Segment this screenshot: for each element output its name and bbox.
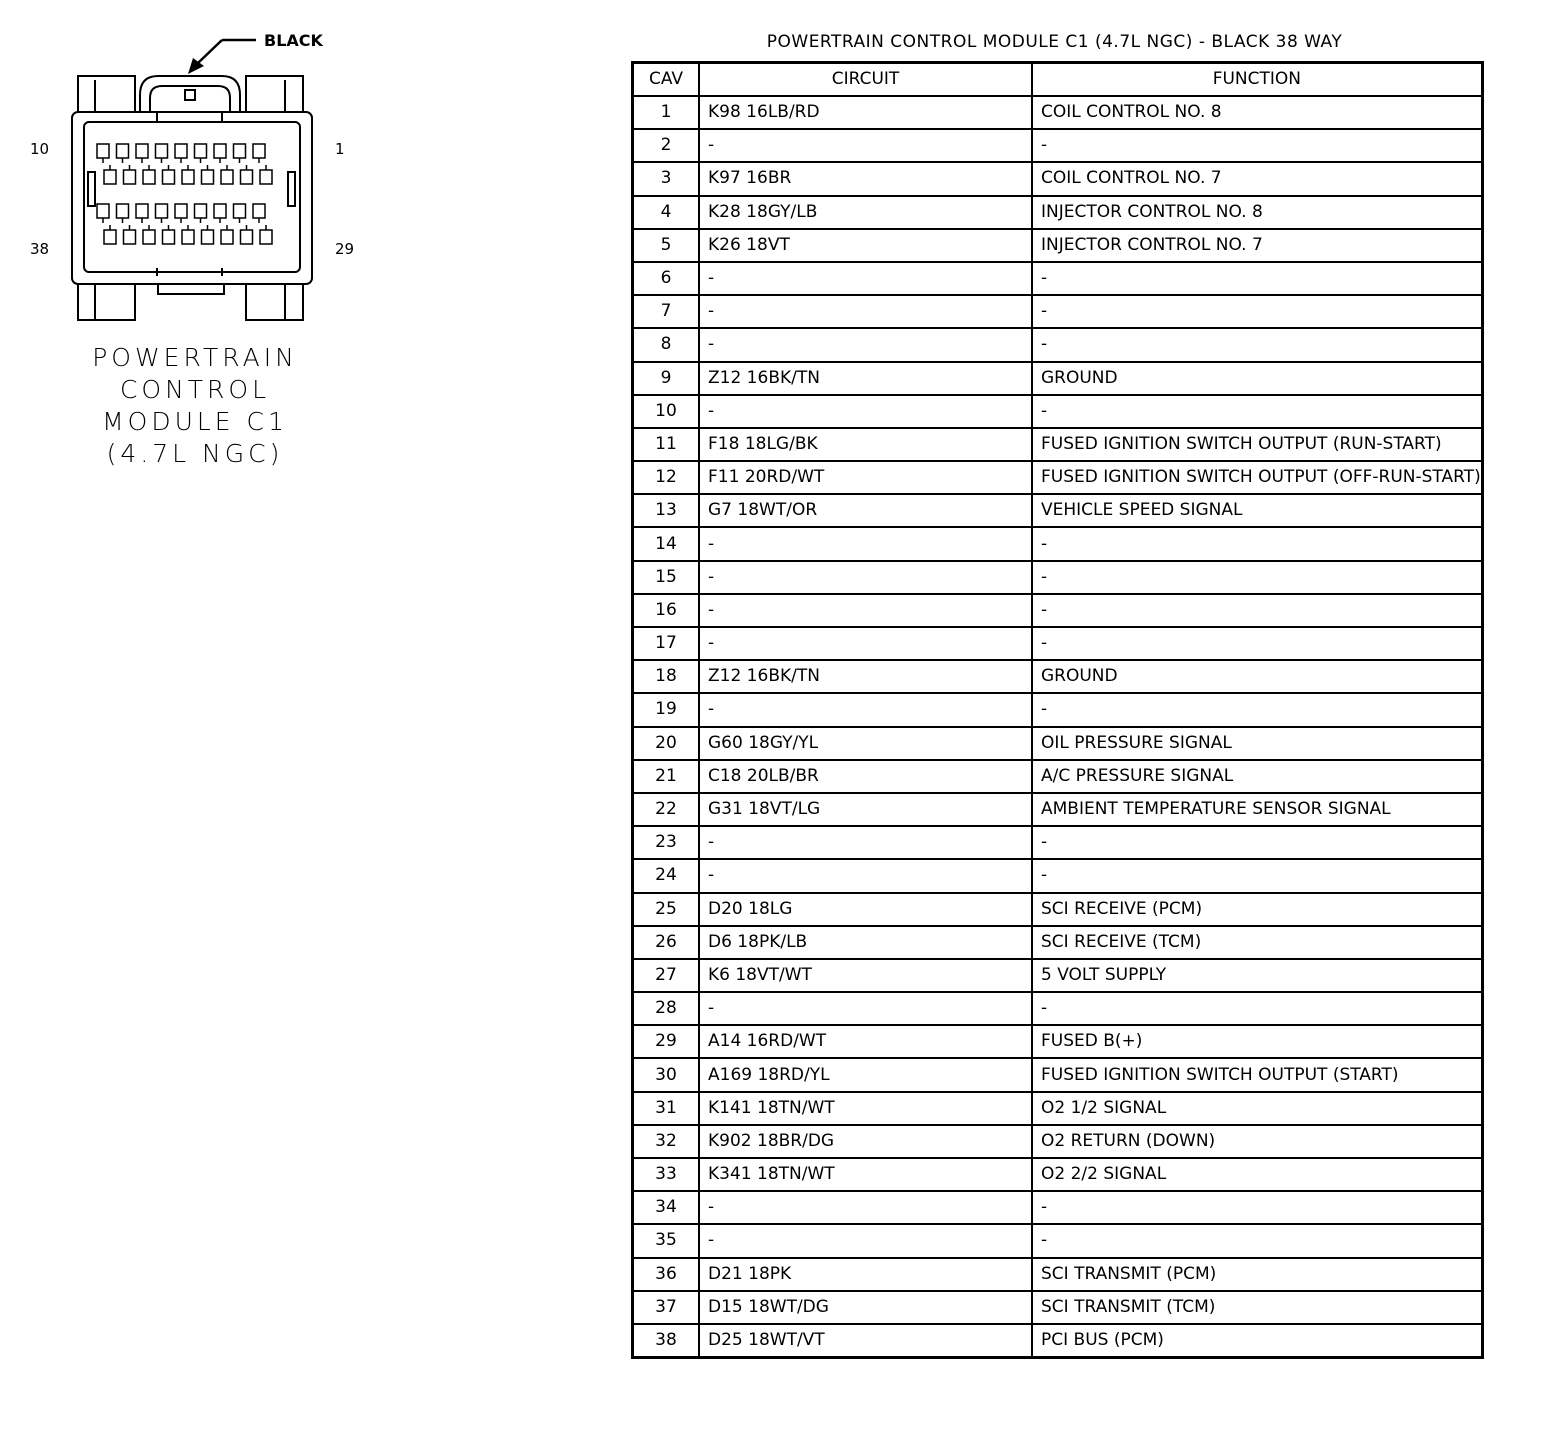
cell-circuit: - (699, 992, 1032, 1025)
cell-function: - (1032, 826, 1482, 859)
cell-function: FUSED IGNITION SWITCH OUTPUT (OFF-RUN-START) (1032, 461, 1482, 494)
cell-function: - (1032, 1224, 1482, 1257)
cell-circuit: - (699, 561, 1032, 594)
caption-line-2: CONTROL (119, 375, 271, 404)
cell-function: FUSED B(+) (1032, 1025, 1482, 1058)
cell-circuit: K97 16BR (699, 162, 1032, 195)
caption-line-4: (4.7L NGC) (106, 439, 284, 468)
cell-circuit: K26 18VT (699, 229, 1032, 262)
cell-cav: 17 (633, 627, 700, 660)
cell-cav: 11 (633, 428, 700, 461)
cell-function: - (1032, 992, 1482, 1025)
pin-cavity (175, 204, 187, 218)
table-row (633, 1258, 1483, 1291)
table-row (633, 229, 1483, 262)
cell-cav: 28 (633, 992, 700, 1025)
cell-circuit: K98 16LB/RD (699, 96, 1032, 129)
pin-cavity (117, 144, 129, 158)
header-function: FUNCTION (1032, 63, 1482, 97)
cell-cav: 5 (633, 229, 700, 262)
table-row (633, 561, 1483, 594)
cell-circuit: F18 18LG/BK (699, 428, 1032, 461)
cell-circuit: - (699, 262, 1032, 295)
pin-cavity (260, 170, 272, 184)
pin-cavity (234, 144, 246, 158)
cell-cav: 22 (633, 793, 700, 826)
cell-cav: 27 (633, 959, 700, 992)
cell-circuit: C18 20LB/BR (699, 760, 1032, 793)
table-title: POWERTRAIN CONTROL MODULE C1 (4.7L NGC) - BLACK 38 WAY (766, 32, 1343, 52)
pin-label-1: 1 (335, 140, 345, 158)
caption-line-1: POWERTRAIN (92, 343, 298, 372)
pin-cavity (182, 170, 194, 184)
cell-function: - (1032, 561, 1482, 594)
table-row (633, 362, 1483, 395)
cell-cav: 32 (633, 1125, 700, 1158)
cell-cav: 19 (633, 693, 700, 726)
cell-cav: 8 (633, 328, 700, 361)
cell-function: GROUND (1032, 660, 1482, 693)
cell-function: GROUND (1032, 362, 1482, 395)
pinout-table (631, 61, 1484, 1359)
pin-cavity (195, 204, 207, 218)
cell-cav: 24 (633, 859, 700, 892)
cell-cav: 30 (633, 1058, 700, 1091)
pin-cavity (156, 204, 168, 218)
table-row (633, 1191, 1483, 1224)
pin-cavity (143, 230, 155, 244)
pin-cavity (124, 170, 136, 184)
table-row (633, 594, 1483, 627)
cell-cav: 7 (633, 295, 700, 328)
cell-cav: 16 (633, 594, 700, 627)
cell-circuit: F11 20RD/WT (699, 461, 1032, 494)
table-row (633, 428, 1483, 461)
cell-function: - (1032, 693, 1482, 726)
pin-cavity (117, 204, 129, 218)
cell-circuit: - (699, 1191, 1032, 1224)
table-row (633, 295, 1483, 328)
pin-cavity (241, 230, 253, 244)
cell-function: VEHICLE SPEED SIGNAL (1032, 494, 1482, 527)
pin-cavity (182, 230, 194, 244)
table-row (633, 461, 1483, 494)
cell-function: INJECTOR CONTROL NO. 8 (1032, 196, 1482, 229)
cell-cav: 31 (633, 1092, 700, 1125)
table-row (633, 1125, 1483, 1158)
table-row (633, 926, 1483, 959)
cell-function: - (1032, 527, 1482, 560)
pin-cavity (221, 230, 233, 244)
cell-function: - (1032, 295, 1482, 328)
cell-function: COIL CONTROL NO. 7 (1032, 162, 1482, 195)
connector-diagram (0, 0, 600, 500)
cell-circuit: K902 18BR/DG (699, 1125, 1032, 1158)
cell-function: O2 1/2 SIGNAL (1032, 1092, 1482, 1125)
pin-cavity (156, 144, 168, 158)
cell-circuit: D25 18WT/VT (699, 1324, 1032, 1358)
cell-circuit: K28 18GY/LB (699, 196, 1032, 229)
table-row (633, 992, 1483, 1025)
table-row (633, 129, 1483, 162)
table-row (633, 1224, 1483, 1257)
cell-cav: 15 (633, 561, 700, 594)
cell-circuit: A169 18RD/YL (699, 1058, 1032, 1091)
pinout-table-body (633, 96, 1483, 1358)
cell-function: SCI TRANSMIT (TCM) (1032, 1291, 1482, 1324)
cell-cav: 25 (633, 893, 700, 926)
table-row (633, 826, 1483, 859)
cell-function: INJECTOR CONTROL NO. 7 (1032, 229, 1482, 262)
cell-circuit: - (699, 395, 1032, 428)
pin-cavity (202, 230, 214, 244)
pin-cavity (175, 144, 187, 158)
connector-face-drawing (0, 0, 600, 340)
header-circuit: CIRCUIT (699, 63, 1032, 97)
pin-cavity-grid (97, 144, 272, 244)
cell-function: O2 RETURN (DOWN) (1032, 1125, 1482, 1158)
cell-function: - (1032, 129, 1482, 162)
pin-cavity (104, 170, 116, 184)
cell-circuit: - (699, 859, 1032, 892)
cell-circuit: G31 18VT/LG (699, 793, 1032, 826)
pin-label-29: 29 (335, 240, 355, 258)
cell-function: - (1032, 395, 1482, 428)
cell-function: - (1032, 262, 1482, 295)
table-row (633, 162, 1483, 195)
pin-cavity (234, 204, 246, 218)
cell-cav: 10 (633, 395, 700, 428)
table-row (633, 893, 1483, 926)
cell-cav: 4 (633, 196, 700, 229)
cell-circuit: D15 18WT/DG (699, 1291, 1032, 1324)
cell-cav: 35 (633, 1224, 700, 1257)
table-row (633, 328, 1483, 361)
cell-function: - (1032, 328, 1482, 361)
cell-circuit: Z12 16BK/TN (699, 362, 1032, 395)
cell-circuit: G60 18GY/YL (699, 727, 1032, 760)
cell-circuit: - (699, 328, 1032, 361)
cell-function: 5 VOLT SUPPLY (1032, 959, 1482, 992)
pin-cavity (214, 144, 226, 158)
cell-function: O2 2/2 SIGNAL (1032, 1158, 1482, 1191)
cell-circuit: - (699, 693, 1032, 726)
cell-function: - (1032, 627, 1482, 660)
pin-cavity (221, 170, 233, 184)
table-row (633, 627, 1483, 660)
cell-cav: 29 (633, 1025, 700, 1058)
table-header-row (633, 63, 1483, 97)
table-row (633, 1324, 1483, 1358)
cell-cav: 34 (633, 1191, 700, 1224)
pin-cavity (104, 230, 116, 244)
cell-circuit: K141 18TN/WT (699, 1092, 1032, 1125)
caption-line-3: MODULE C1 (102, 407, 288, 436)
cell-circuit: - (699, 129, 1032, 162)
cell-cav: 23 (633, 826, 700, 859)
cell-function: - (1032, 859, 1482, 892)
pin-cavity (260, 230, 272, 244)
cell-circuit: D6 18PK/LB (699, 926, 1032, 959)
pin-cavity (163, 230, 175, 244)
pin-label-38: 38 (30, 240, 50, 258)
cell-function: OIL PRESSURE SIGNAL (1032, 727, 1482, 760)
cell-circuit: - (699, 627, 1032, 660)
table-row (633, 1158, 1483, 1191)
cell-function: SCI RECEIVE (TCM) (1032, 926, 1482, 959)
table-row (633, 1092, 1483, 1125)
cell-circuit: - (699, 527, 1032, 560)
cell-cav: 3 (633, 162, 700, 195)
table-row (633, 96, 1483, 129)
table-row (633, 196, 1483, 229)
pin-cavity (253, 144, 265, 158)
cell-function: PCI BUS (PCM) (1032, 1324, 1482, 1358)
table-row (633, 1025, 1483, 1058)
cell-circuit: A14 16RD/WT (699, 1025, 1032, 1058)
table-row (633, 727, 1483, 760)
pin-cavity (253, 204, 265, 218)
table-row (633, 262, 1483, 295)
pin-cavity (97, 144, 109, 158)
cell-cav: 33 (633, 1158, 700, 1191)
cell-cav: 6 (633, 262, 700, 295)
cell-circuit: Z12 16BK/TN (699, 660, 1032, 693)
cell-function: COIL CONTROL NO. 8 (1032, 96, 1482, 129)
cell-circuit: - (699, 1224, 1032, 1257)
pin-cavity (136, 204, 148, 218)
cell-function: SCI RECEIVE (PCM) (1032, 893, 1482, 926)
color-label: BLACK (264, 31, 323, 50)
table-row (633, 859, 1483, 892)
table-row (633, 793, 1483, 826)
pin-cavity (241, 170, 253, 184)
cell-cav: 18 (633, 660, 700, 693)
pin-label-10: 10 (30, 140, 50, 158)
pin-cavity (202, 170, 214, 184)
cell-circuit: - (699, 826, 1032, 859)
table-row (633, 494, 1483, 527)
cell-circuit: D21 18PK (699, 1258, 1032, 1291)
pin-cavity (195, 144, 207, 158)
cell-cav: 26 (633, 926, 700, 959)
cell-cav: 20 (633, 727, 700, 760)
pin-cavity (97, 204, 109, 218)
pin-cavity (124, 230, 136, 244)
cell-circuit: K341 18TN/WT (699, 1158, 1032, 1191)
cell-circuit: G7 18WT/OR (699, 494, 1032, 527)
cell-function: FUSED IGNITION SWITCH OUTPUT (RUN-START) (1032, 428, 1482, 461)
cell-cav: 21 (633, 760, 700, 793)
cell-cav: 14 (633, 527, 700, 560)
cell-function: SCI TRANSMIT (PCM) (1032, 1258, 1482, 1291)
cell-cav: 2 (633, 129, 700, 162)
cell-function: AMBIENT TEMPERATURE SENSOR SIGNAL (1032, 793, 1482, 826)
table-row (633, 959, 1483, 992)
cell-cav: 1 (633, 96, 700, 129)
cell-circuit: - (699, 295, 1032, 328)
cell-cav: 37 (633, 1291, 700, 1324)
cell-circuit: K6 18VT/WT (699, 959, 1032, 992)
cell-cav: 38 (633, 1324, 700, 1358)
table-row (633, 1291, 1483, 1324)
cell-function: FUSED IGNITION SWITCH OUTPUT (START) (1032, 1058, 1482, 1091)
cell-function: - (1032, 594, 1482, 627)
table-row (633, 395, 1483, 428)
table-row (633, 693, 1483, 726)
table-row (633, 1058, 1483, 1091)
cell-cav: 13 (633, 494, 700, 527)
table-row (633, 660, 1483, 693)
pin-cavity (143, 170, 155, 184)
cell-cav: 36 (633, 1258, 700, 1291)
cell-function: A/C PRESSURE SIGNAL (1032, 760, 1482, 793)
pin-cavity (136, 144, 148, 158)
cell-circuit: D20 18LG (699, 893, 1032, 926)
cell-cav: 9 (633, 362, 700, 395)
header-cav: CAV (633, 63, 700, 97)
table-row (633, 760, 1483, 793)
pin-cavity (214, 204, 226, 218)
cell-circuit: - (699, 594, 1032, 627)
cell-cav: 12 (633, 461, 700, 494)
cell-function: - (1032, 1191, 1482, 1224)
pin-cavity (163, 170, 175, 184)
table-row (633, 527, 1483, 560)
